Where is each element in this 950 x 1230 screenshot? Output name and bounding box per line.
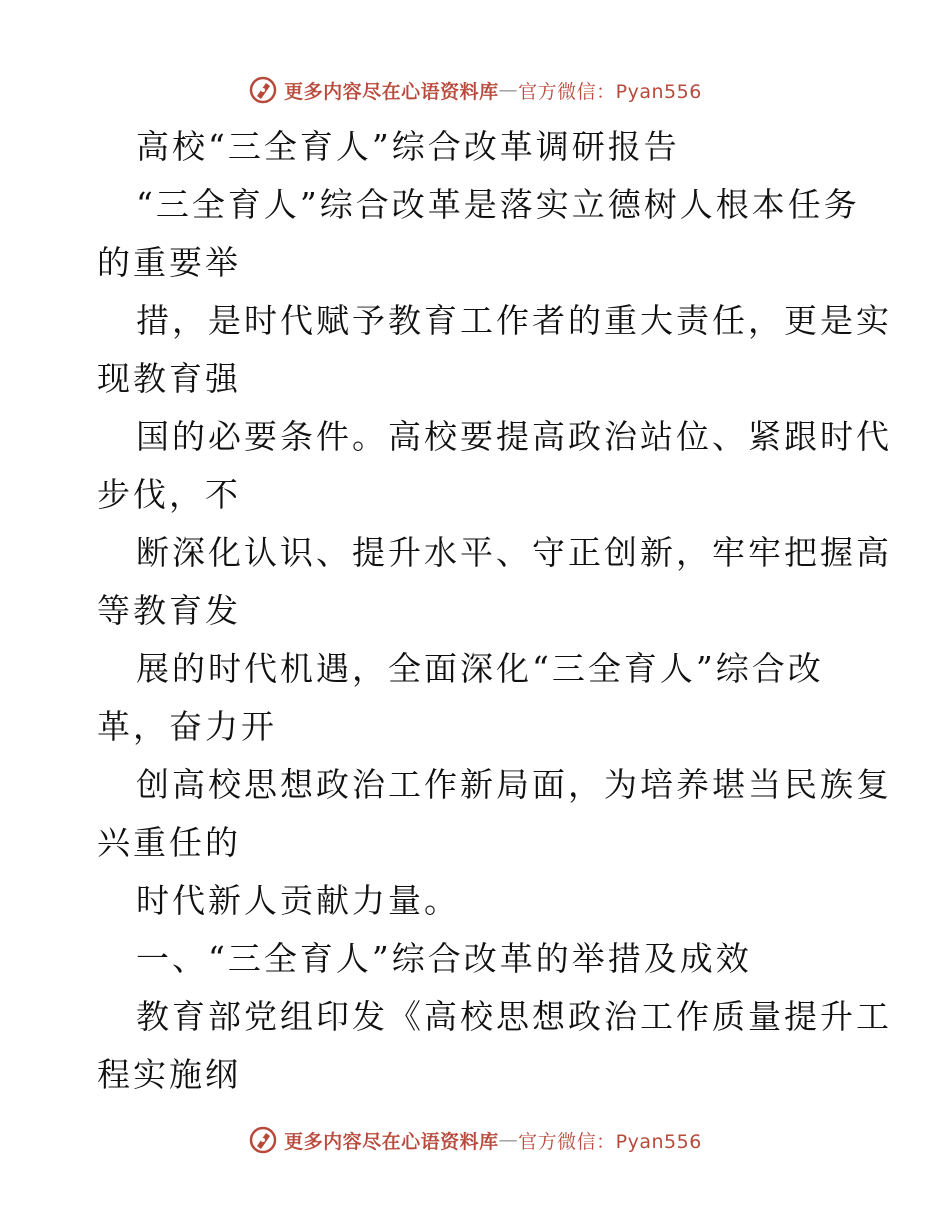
paragraph-line: 国的必要条件。高校要提高政治站位、紧跟时代 [136,417,892,456]
paragraph-line: 创高校思想政治工作新局面，为培养堪当民族复 [136,765,892,804]
footer-watermark-banner [0,1120,950,1160]
banner-main-text: 更多内容尽在心语资料库 [284,1130,499,1153]
paragraph-line: “三全育人”综合改革是落实立德树人根本任务 [136,185,860,224]
paragraph-line: 程实施纲 [97,1055,241,1094]
paragraph-line: 步伐，不 [97,475,241,514]
banner-contact-text: 官方微信：Pyan556 [518,80,702,103]
paragraph-line: 措，是时代赋予教育工作者的重大责任，更是实 [136,301,892,340]
paragraph-line: 兴重任的 [97,823,241,862]
paragraph-line: 的重要举 [97,243,241,282]
document-title: 高校“三全育人”综合改革调研报告 [136,127,680,166]
banner-separator: — [498,79,519,101]
paragraph-line: 断深化认识、提升水平、守正创新，牢牢把握高 [136,533,892,572]
paragraph-line: 展的时代机遇，全面深化“三全育人”综合改 [136,649,824,688]
document-body [97,118,892,1104]
header-watermark-banner [0,70,950,110]
pen-nib-circle-icon [248,1125,278,1155]
paragraph-line: 教育部党组印发《高校思想政治工作质量提升工 [136,997,892,1036]
banner-main-text: 更多内容尽在心语资料库 [284,80,499,103]
paragraph-line: 时代新人贡献力量。 [136,881,460,920]
banner-separator: — [498,1129,519,1151]
section-heading: 一、“三全育人”综合改革的举措及成效 [136,939,752,978]
paragraph-line: 革，奋力开 [97,707,277,746]
pen-nib-circle-icon [248,75,278,105]
paragraph-line: 现教育强 [97,359,241,398]
banner-contact-text: 官方微信：Pyan556 [518,1130,702,1153]
paragraph-line: 等教育发 [97,591,241,630]
